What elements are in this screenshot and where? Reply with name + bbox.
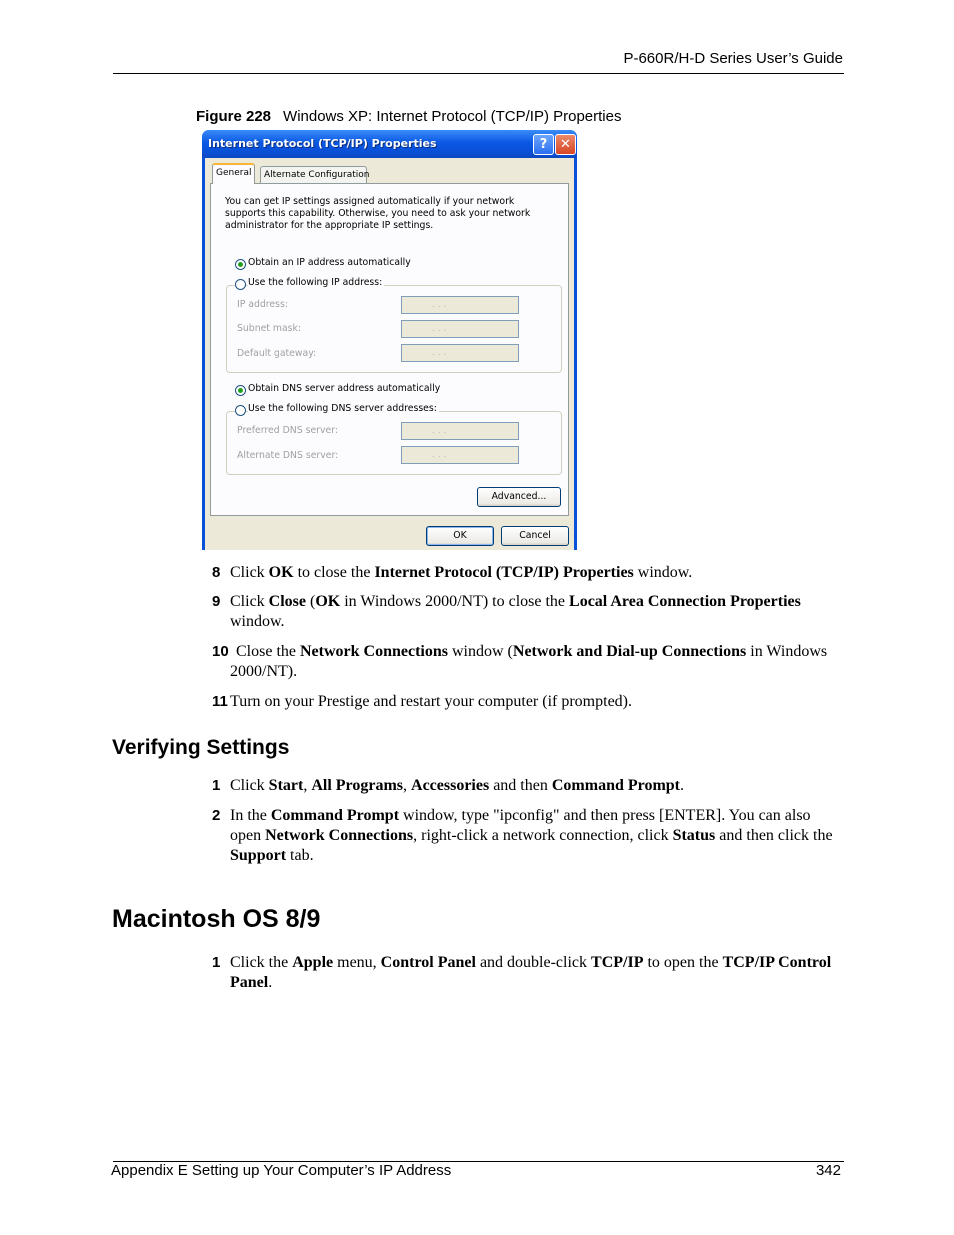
default-gateway-label: Default gateway:: [237, 348, 317, 359]
dns-auto-label: Obtain DNS server address automatically: [248, 383, 441, 394]
header-rule: [113, 73, 844, 74]
figure-caption: [196, 108, 621, 125]
step-text: menu,: [333, 954, 381, 971]
ui-term: Close: [268, 593, 306, 610]
ip-auto-radio[interactable]: [235, 259, 246, 270]
ui-term: Accessories: [411, 777, 490, 794]
step-text: in Windows 2000/NT).: [230, 643, 828, 680]
close-icon[interactable]: ✕: [555, 134, 576, 155]
ip-address-field[interactable]: [401, 296, 519, 314]
cancel-button[interactable]: Cancel: [501, 526, 569, 546]
section-heading-macintosh: Macintosh OS 8/9: [112, 905, 321, 933]
ui-term: Command Prompt: [270, 807, 400, 824]
step-text: Click the: [230, 954, 293, 971]
ui-term: Support: [230, 847, 287, 864]
step-text: ,: [303, 777, 312, 794]
ui-term: Network and Dial-up Connections: [512, 643, 747, 660]
default-gateway-value: . . .: [432, 348, 447, 358]
advanced-button[interactable]: Advanced...: [477, 487, 561, 507]
step-8: [212, 563, 842, 583]
step-text: and then click the: [715, 827, 833, 844]
step-number: 8: [212, 564, 221, 581]
tab-general[interactable]: General: [212, 163, 255, 184]
general-tab-panel: [210, 183, 569, 516]
running-header: P-660R/H-D Series User’s Guide: [623, 50, 843, 67]
step-text: to close the: [293, 564, 375, 581]
step-number: 1: [212, 954, 221, 971]
ip-manual-label: Use the following IP address:: [248, 277, 383, 288]
ok-button[interactable]: OK: [426, 526, 494, 546]
preferred-dns-value: . . .: [432, 426, 447, 436]
dns-manual-label: Use the following DNS server addresses:: [248, 403, 437, 414]
ui-term: Internet Protocol (TCP/IP) Properties: [374, 564, 634, 581]
ui-term: Status: [672, 827, 716, 844]
preferred-dns-field[interactable]: [401, 422, 519, 440]
section-heading-verifying: Verifying Settings: [112, 736, 290, 759]
step-text: Close the: [236, 643, 300, 660]
tcpip-properties-dialog: [202, 130, 577, 550]
step-number: 2: [212, 807, 221, 824]
step-10: [212, 642, 842, 682]
step-number: 1: [212, 777, 221, 794]
ui-term: Control Panel: [380, 954, 476, 971]
ui-term: Command Prompt: [551, 777, 681, 794]
verify-step-1: [212, 776, 842, 796]
dialog-titlebar[interactable]: [202, 130, 577, 158]
ui-term: Local Area Connection Properties: [569, 593, 801, 610]
intro-text: You can get IP settings assigned automatically if your network supports this capability. Otherwise, you need to ask your network administrator for the appropriate IP settings.: [225, 196, 531, 231]
step-text: to open the: [643, 954, 723, 971]
step-text: in Windows 2000/NT) to close the: [340, 593, 570, 610]
tab-alternate-configuration[interactable]: Alternate Configuration: [260, 166, 367, 183]
step-text: In the: [230, 807, 271, 824]
step-number: 11: [212, 693, 228, 710]
alternate-dns-label: Alternate DNS server:: [237, 450, 339, 461]
dns-server-group: [226, 411, 562, 475]
step-text: Click: [230, 564, 269, 581]
alternate-dns-value: . . .: [432, 450, 447, 460]
step-text: , right-click a network connection, click: [413, 827, 673, 844]
step-text: and double-click: [475, 954, 592, 971]
subnet-mask-value: . . .: [432, 324, 447, 334]
ip-manual-radio[interactable]: [235, 279, 246, 290]
dialog-title: Internet Protocol (TCP/IP) Properties: [208, 137, 437, 150]
footer-page-number: 342: [815, 1162, 841, 1179]
figure-caption-text: Windows XP: Internet Protocol (TCP/IP) Properties: [283, 108, 622, 125]
step-text: .: [680, 777, 685, 794]
mac-step-1: [212, 953, 842, 993]
step-text: .: [268, 974, 273, 991]
step-text: Click: [230, 777, 269, 794]
ui-term: TCP/IP: [591, 954, 644, 971]
subnet-mask-label: Subnet mask:: [237, 323, 302, 334]
step-text: Click: [230, 593, 269, 610]
step-9: [212, 592, 842, 632]
help-icon[interactable]: ?: [533, 134, 554, 155]
step-11: [212, 692, 842, 712]
step-text: tab.: [286, 847, 314, 864]
step-number: 10: [212, 643, 229, 660]
ui-term: All Programs: [311, 777, 404, 794]
step-text: window.: [230, 613, 285, 630]
step-text: ,: [403, 777, 412, 794]
step-text: window (: [448, 643, 513, 660]
verify-step-2: [212, 806, 842, 866]
ui-term: Start: [268, 777, 304, 794]
step-text: window.: [633, 564, 693, 581]
dns-auto-radio[interactable]: [235, 385, 246, 396]
ui-term: OK: [315, 593, 341, 610]
step-text: and then: [489, 777, 552, 794]
ui-term: Network Connections: [300, 643, 448, 660]
subnet-mask-field[interactable]: [401, 320, 519, 338]
ui-term: Network Connections: [265, 827, 414, 844]
ui-term: TCP/IP Control Panel: [230, 954, 832, 991]
ip-auto-label: Obtain an IP address automatically: [248, 257, 411, 268]
dns-manual-radio[interactable]: [235, 405, 246, 416]
figure-label: Figure 228: [196, 108, 272, 125]
preferred-dns-label: Preferred DNS server:: [237, 425, 338, 436]
step-text: (: [306, 593, 316, 610]
ip-address-label: IP address:: [237, 299, 288, 310]
ui-term: OK: [268, 564, 294, 581]
alternate-dns-field[interactable]: [401, 446, 519, 464]
ui-term: Apple: [292, 954, 334, 971]
dialog-client-area: [205, 158, 574, 550]
ip-address-value: . . .: [432, 300, 447, 310]
default-gateway-field[interactable]: [401, 344, 519, 362]
footer-chapter-title: Appendix E Setting up Your Computer’s IP Address: [111, 1162, 452, 1179]
step-number: 9: [212, 593, 221, 610]
step-text: Turn on your Prestige and restart your computer (if prompted).: [230, 693, 632, 710]
step-text: window, type "ipconfig" and then press [ENTER]. You can also open: [230, 807, 811, 844]
